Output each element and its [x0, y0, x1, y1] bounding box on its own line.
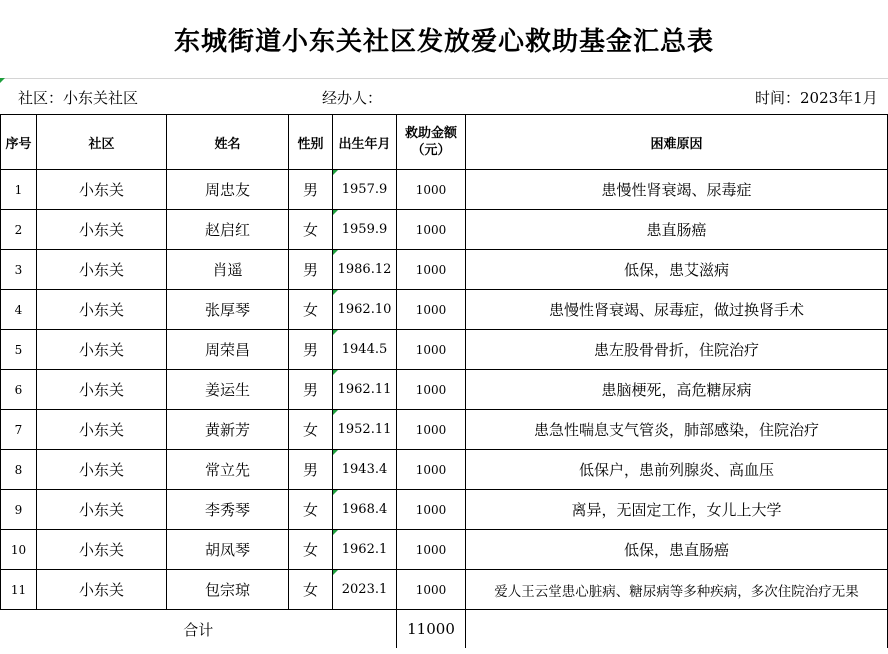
- cell-gender: 男: [289, 450, 333, 490]
- cell-marker: [333, 570, 338, 575]
- cell-birth: [333, 370, 397, 410]
- table-row: [1, 370, 888, 410]
- total-label: 合计: [1, 610, 397, 649]
- info-bar: [0, 78, 888, 114]
- cell-community: 小东关: [37, 450, 167, 490]
- cell-community: 小东关: [37, 210, 167, 250]
- cell-name: 胡凤琴: [167, 530, 289, 570]
- cell-name: 周荣昌: [167, 330, 289, 370]
- table-row: [1, 210, 888, 250]
- birth-text: 1944.5: [341, 342, 388, 357]
- cell-marker: [333, 250, 338, 255]
- header-row: [1, 115, 888, 170]
- cell-gender: 男: [289, 170, 333, 210]
- cell-amount: 1000: [397, 290, 466, 330]
- cell-seq: 5: [1, 330, 37, 370]
- table-row: [1, 410, 888, 450]
- cell-marker: [333, 210, 338, 215]
- cell-marker: [333, 370, 338, 375]
- cell-birth: [333, 570, 397, 610]
- cell-birth: [333, 170, 397, 210]
- cell-name: 姜运生: [167, 370, 289, 410]
- birth-text: 1959.9: [341, 222, 388, 237]
- cell-reason: 患慢性肾衰竭、尿毒症，做过换肾手术: [466, 290, 888, 330]
- cell-amount: 1000: [397, 490, 466, 530]
- cell-reason: 患左股骨骨折，住院治疗: [466, 330, 888, 370]
- cell-birth: [333, 210, 397, 250]
- cell-gender: 男: [289, 250, 333, 290]
- cell-name: 周忠友: [167, 170, 289, 210]
- cell-gender: 女: [289, 570, 333, 610]
- cell-marker: [333, 530, 338, 535]
- cell-birth: [333, 410, 397, 450]
- cell-reason: 低保，患艾滋病: [466, 250, 888, 290]
- total-row: [1, 610, 888, 649]
- cell-community: 小东关: [37, 290, 167, 330]
- cell-seq: 9: [1, 490, 37, 530]
- cell-community: 小东关: [37, 410, 167, 450]
- cell-seq: 8: [1, 450, 37, 490]
- table-row: [1, 490, 888, 530]
- cell-gender: 男: [289, 370, 333, 410]
- header-seq: 序号: [1, 115, 37, 170]
- cell-birth: [333, 250, 397, 290]
- cell-reason: 患直肠癌: [466, 210, 888, 250]
- time-label: 时间：2023年1月: [755, 89, 878, 107]
- header-gender: 性别: [289, 115, 333, 170]
- total-amount: 11000: [397, 610, 466, 649]
- sheet-title: 东城街道小东关社区发放爱心救助基金汇总表: [0, 0, 888, 79]
- birth-text: 1957.9: [341, 182, 388, 197]
- cell-amount: 1000: [397, 370, 466, 410]
- cell-community: 小东关: [37, 250, 167, 290]
- table-row: [1, 450, 888, 490]
- cell-seq: 10: [1, 530, 37, 570]
- cell-reason: 离异，无固定工作，女儿上大学: [466, 490, 888, 530]
- birth-text: 1962.10: [337, 302, 392, 317]
- cell-reason: 患急性喘息支气管炎，肺部感染，住院治疗: [466, 410, 888, 450]
- cell-seq: 4: [1, 290, 37, 330]
- cell-community: 小东关: [37, 370, 167, 410]
- community-label: 社区：小东关社区: [18, 89, 139, 107]
- cell-name: 赵启红: [167, 210, 289, 250]
- header-name: 姓名: [167, 115, 289, 170]
- cell-seq: 6: [1, 370, 37, 410]
- cell-marker: [333, 490, 338, 495]
- header-reason: 困难原因: [466, 115, 888, 170]
- cell-community: 小东关: [37, 170, 167, 210]
- cell-community: 小东关: [37, 570, 167, 610]
- cell-reason: 低保，患直肠癌: [466, 530, 888, 570]
- table-row: [1, 250, 888, 290]
- cell-marker: [333, 410, 338, 415]
- table-row: [1, 330, 888, 370]
- cell-reason: 爱人王云堂患心脏病、糖尿病等多种疾病，多次住院治疗无果: [466, 570, 888, 610]
- table-row: [1, 170, 888, 210]
- cell-community: 小东关: [37, 490, 167, 530]
- cell-reason: 患脑梗死，高危糖尿病: [466, 370, 888, 410]
- cell-birth: [333, 450, 397, 490]
- cell-birth: [333, 530, 397, 570]
- cell-seq: 11: [1, 570, 37, 610]
- cell-gender: 女: [289, 210, 333, 250]
- total-reason-empty: [466, 610, 888, 649]
- cell-gender: 女: [289, 530, 333, 570]
- cell-name: 常立先: [167, 450, 289, 490]
- table-row: [1, 290, 888, 330]
- cell-birth: [333, 330, 397, 370]
- cell-marker: [333, 290, 338, 295]
- cell-amount: 1000: [397, 570, 466, 610]
- birth-text: 2023.1: [341, 582, 388, 597]
- birth-text: 1968.4: [341, 502, 388, 517]
- cell-birth: [333, 490, 397, 530]
- cell-seq: 7: [1, 410, 37, 450]
- cell-reason: 患慢性肾衰竭、尿毒症: [466, 170, 888, 210]
- header-amount: 救助金额（元）: [397, 115, 466, 170]
- cell-name: 包宗琼: [167, 570, 289, 610]
- cell-seq: 3: [1, 250, 37, 290]
- cell-amount: 1000: [397, 450, 466, 490]
- handler-label: 经办人：: [322, 89, 383, 107]
- cell-community: 小东关: [37, 330, 167, 370]
- cell-birth: [333, 290, 397, 330]
- birth-text: 1943.4: [341, 462, 388, 477]
- cell-name: 黄新芳: [167, 410, 289, 450]
- cell-gender: 女: [289, 490, 333, 530]
- cell-marker: [333, 450, 338, 455]
- table-row: [1, 530, 888, 570]
- cell-gender: 男: [289, 330, 333, 370]
- birth-text: 1962.11: [337, 382, 392, 397]
- relief-table: [0, 114, 888, 648]
- cell-gender: 女: [289, 290, 333, 330]
- cell-seq: 2: [1, 210, 37, 250]
- birth-text: 1952.11: [337, 422, 392, 437]
- cell-community: 小东关: [37, 530, 167, 570]
- cell-amount: 1000: [397, 410, 466, 450]
- cell-amount: 1000: [397, 170, 466, 210]
- cell-seq: 1: [1, 170, 37, 210]
- cell-amount: 1000: [397, 210, 466, 250]
- table-body: [1, 170, 888, 610]
- cell-reason: 低保户，患前列腺炎、高血压: [466, 450, 888, 490]
- cell-amount: 1000: [397, 250, 466, 290]
- cell-marker: [333, 170, 338, 175]
- table-row: [1, 570, 888, 610]
- birth-text: 1986.12: [337, 262, 392, 277]
- header-birth: 出生年月: [333, 115, 397, 170]
- cell-marker: [333, 330, 338, 335]
- cell-amount: 1000: [397, 530, 466, 570]
- header-community: 社区: [37, 115, 167, 170]
- cell-name: 张厚琴: [167, 290, 289, 330]
- cell-name: 李秀琴: [167, 490, 289, 530]
- cell-name: 肖遥: [167, 250, 289, 290]
- birth-text: 1962.1: [341, 542, 388, 557]
- cell-gender: 女: [289, 410, 333, 450]
- cell-amount: 1000: [397, 330, 466, 370]
